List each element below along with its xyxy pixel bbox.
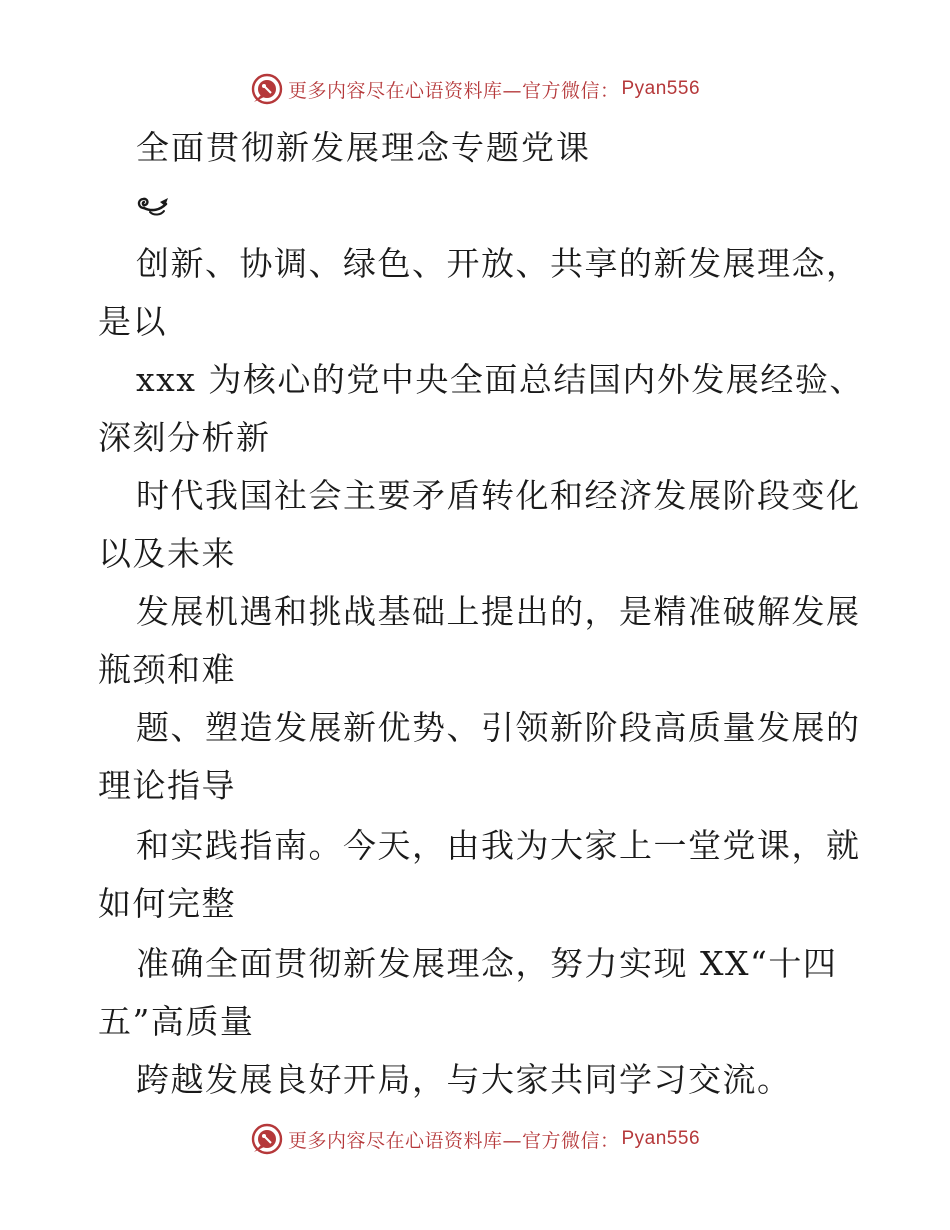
footer-account: Pyan556: [621, 1128, 701, 1149]
body-line-3: xxx 为核心的党中央全面总结国内外发展经验、: [136, 360, 864, 399]
body-line-11: 和实践指南。今天，由我为大家上一堂党课，就: [136, 826, 861, 865]
body-line-9: 题、塑造发展新优势、引领新阶段高质量发展的: [136, 708, 861, 747]
body-line-10: 理论指导: [98, 766, 236, 805]
body-line-5: 时代我国社会主要矛盾转化和经济发展阶段变化: [136, 476, 861, 515]
body-line-13: 准确全面贯彻新发展理念，努力实现 XX“十四: [136, 944, 838, 983]
body-line-6: 以及未来: [98, 534, 236, 573]
body-line-7: 发展机遇和挑战基础上提出的，是精准破解发展: [136, 592, 861, 631]
body-line-1: 创新、协调、绿色、开放、共享的新发展理念，: [136, 244, 861, 283]
pen-nib-seal-icon: [250, 1122, 284, 1156]
header-banner: [0, 72, 950, 106]
body-line-4: 深刻分析新: [98, 418, 271, 457]
header-account: Pyan556: [621, 78, 701, 99]
body-line-14: 五”高质量: [98, 1002, 255, 1041]
scroll-ornament-icon: [134, 192, 174, 220]
footer-banner: [0, 1122, 950, 1156]
document-title: 全面贯彻新发展理念专题党课: [136, 128, 591, 167]
body-line-8: 瓶颈和难: [98, 650, 236, 689]
body-line-2: 是以: [98, 302, 167, 341]
pen-nib-seal-icon: [250, 72, 284, 106]
body-line-15: 跨越发展良好开局，与大家共同学习交流。: [136, 1060, 792, 1099]
footer-banner-text: 更多内容尽在心语资料库—官方微信：: [287, 1129, 620, 1152]
header-banner-text: 更多内容尽在心语资料库—官方微信：: [287, 79, 620, 102]
body-line-12: 如何完整: [98, 884, 236, 923]
